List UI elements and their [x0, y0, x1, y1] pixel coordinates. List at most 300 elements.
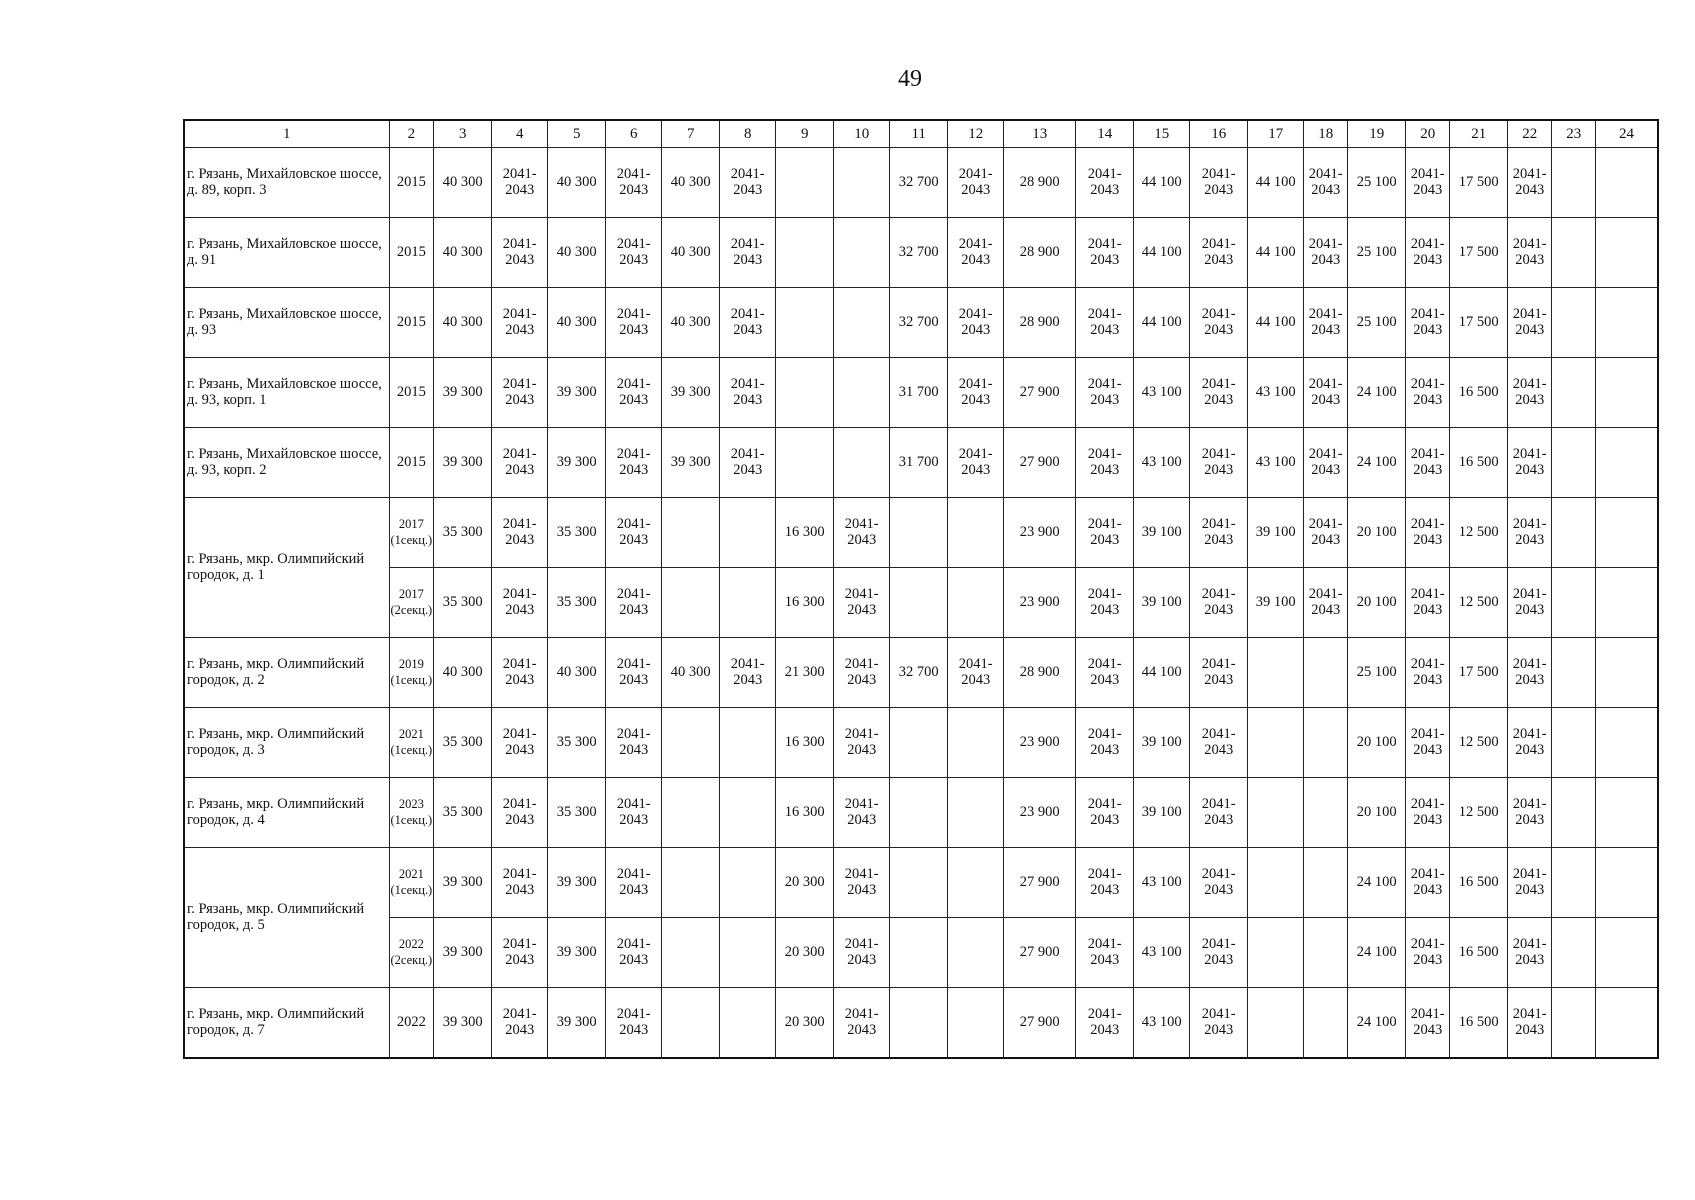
year-cell: 2023 (1секц.): [389, 778, 434, 848]
value-cell: [1596, 218, 1658, 288]
value-cell: 2041-2043: [492, 358, 548, 428]
value-cell: [1304, 708, 1348, 778]
value-cell: [948, 498, 1004, 568]
value-cell: 2041-2043: [1406, 148, 1450, 218]
value-cell: 2041-2043: [1508, 918, 1552, 988]
value-cell: [834, 358, 890, 428]
value-cell: 2041-2043: [1406, 988, 1450, 1059]
value-cell: 32 700: [890, 218, 948, 288]
table-row: [184, 498, 1658, 568]
value-cell: 2041-2043: [1076, 638, 1134, 708]
value-cell: [776, 218, 834, 288]
table-row: [184, 708, 1658, 778]
value-cell: [834, 148, 890, 218]
value-cell: 16 500: [1450, 358, 1508, 428]
value-cell: [890, 848, 948, 918]
column-header: 16: [1190, 120, 1248, 148]
value-cell: 25 100: [1348, 638, 1406, 708]
value-cell: 24 100: [1348, 988, 1406, 1059]
value-cell: [1552, 498, 1596, 568]
value-cell: 2041-2043: [1406, 848, 1450, 918]
value-cell: 23 900: [1004, 778, 1076, 848]
value-cell: 2041-2043: [1190, 148, 1248, 218]
value-cell: [720, 708, 776, 778]
year-cell: 2015: [389, 218, 434, 288]
value-cell: 2041-2043: [1076, 848, 1134, 918]
value-cell: [1596, 778, 1658, 848]
value-cell: [776, 148, 834, 218]
value-cell: 2041-2043: [1076, 218, 1134, 288]
value-cell: 35 300: [548, 708, 606, 778]
year-cell: 2022: [389, 988, 434, 1059]
value-cell: 20 100: [1348, 708, 1406, 778]
value-cell: 20 300: [776, 918, 834, 988]
value-cell: 2041-2043: [948, 288, 1004, 358]
address-cell: г. Рязань, мкр. Олимпийский городок, д. 5: [184, 848, 389, 988]
value-cell: [948, 778, 1004, 848]
address-cell: г. Рязань, Михайловское шоссе, д. 89, корп. 3: [184, 148, 389, 218]
value-cell: 39 300: [662, 358, 720, 428]
column-header: 18: [1304, 120, 1348, 148]
value-cell: 24 100: [1348, 358, 1406, 428]
column-header: 13: [1004, 120, 1076, 148]
value-cell: 2041-2043: [492, 568, 548, 638]
column-header: 21: [1450, 120, 1508, 148]
value-cell: 2041-2043: [492, 778, 548, 848]
table-row: [184, 568, 1658, 638]
value-cell: [662, 918, 720, 988]
value-cell: 2041-2043: [1406, 428, 1450, 498]
value-cell: 35 300: [434, 778, 492, 848]
value-cell: 2041-2043: [1076, 778, 1134, 848]
table-row: [184, 778, 1658, 848]
value-cell: [720, 848, 776, 918]
value-cell: [890, 498, 948, 568]
value-cell: 27 900: [1004, 918, 1076, 988]
value-cell: [1552, 988, 1596, 1059]
value-cell: 32 700: [890, 148, 948, 218]
value-cell: 20 300: [776, 848, 834, 918]
table-row: [184, 428, 1658, 498]
value-cell: 20 100: [1348, 568, 1406, 638]
value-cell: 2041-2043: [1190, 708, 1248, 778]
value-cell: 2041-2043: [492, 498, 548, 568]
value-cell: 35 300: [434, 568, 492, 638]
value-cell: 2041-2043: [1076, 148, 1134, 218]
value-cell: 2041-2043: [606, 708, 662, 778]
address-cell: г. Рязань, Михайловское шоссе, д. 93, корп. 1: [184, 358, 389, 428]
value-cell: 16 300: [776, 568, 834, 638]
column-header: 8: [720, 120, 776, 148]
address-cell: г. Рязань, Михайловское шоссе, д. 93: [184, 288, 389, 358]
value-cell: 39 300: [548, 918, 606, 988]
value-cell: 2041-2043: [1406, 498, 1450, 568]
value-cell: 2041-2043: [1076, 988, 1134, 1059]
value-cell: 39 300: [662, 428, 720, 498]
data-table: [183, 119, 1659, 1059]
value-cell: 39 100: [1134, 568, 1190, 638]
value-cell: [1596, 148, 1658, 218]
value-cell: 2041-2043: [1304, 288, 1348, 358]
value-cell: 20 300: [776, 988, 834, 1059]
value-cell: 39 300: [548, 848, 606, 918]
year-cell: 2015: [389, 358, 434, 428]
value-cell: 2041-2043: [606, 498, 662, 568]
value-cell: 17 500: [1450, 638, 1508, 708]
column-header: 17: [1248, 120, 1304, 148]
column-header: 6: [606, 120, 662, 148]
year-cell: 2015: [389, 428, 434, 498]
value-cell: 28 900: [1004, 288, 1076, 358]
value-cell: 28 900: [1004, 218, 1076, 288]
value-cell: 2041-2043: [834, 778, 890, 848]
value-cell: [948, 918, 1004, 988]
value-cell: 2041-2043: [606, 988, 662, 1059]
table-row: [184, 288, 1658, 358]
value-cell: [1248, 708, 1304, 778]
column-header: 12: [948, 120, 1004, 148]
year-cell: 2019 (1секц.): [389, 638, 434, 708]
value-cell: [948, 988, 1004, 1059]
value-cell: [890, 568, 948, 638]
column-header: 20: [1406, 120, 1450, 148]
value-cell: 2041-2043: [492, 918, 548, 988]
value-cell: 32 700: [890, 288, 948, 358]
value-cell: 23 900: [1004, 568, 1076, 638]
value-cell: 25 100: [1348, 218, 1406, 288]
value-cell: 2041-2043: [606, 358, 662, 428]
value-cell: 39 300: [434, 848, 492, 918]
value-cell: 2041-2043: [1508, 218, 1552, 288]
value-cell: 27 900: [1004, 428, 1076, 498]
value-cell: 35 300: [548, 778, 606, 848]
value-cell: 2041-2043: [1076, 288, 1134, 358]
value-cell: 12 500: [1450, 498, 1508, 568]
value-cell: 2041-2043: [606, 148, 662, 218]
value-cell: 2041-2043: [1406, 638, 1450, 708]
table-row: [184, 848, 1658, 918]
value-cell: 23 900: [1004, 708, 1076, 778]
column-header: 23: [1552, 120, 1596, 148]
value-cell: 2041-2043: [1508, 638, 1552, 708]
value-cell: 21 300: [776, 638, 834, 708]
table-row: [184, 638, 1658, 708]
value-cell: 2041-2043: [1076, 918, 1134, 988]
value-cell: 2041-2043: [1406, 358, 1450, 428]
column-header: 2: [389, 120, 434, 148]
value-cell: 2041-2043: [948, 638, 1004, 708]
value-cell: [1596, 568, 1658, 638]
value-cell: 28 900: [1004, 148, 1076, 218]
value-cell: [890, 708, 948, 778]
value-cell: 2041-2043: [1190, 288, 1248, 358]
value-cell: 40 300: [548, 148, 606, 218]
value-cell: 2041-2043: [1190, 848, 1248, 918]
value-cell: [1304, 988, 1348, 1059]
value-cell: 39 100: [1248, 498, 1304, 568]
value-cell: 40 300: [662, 148, 720, 218]
year-cell: 2017 (1секц.): [389, 498, 434, 568]
value-cell: 2041-2043: [834, 988, 890, 1059]
value-cell: 44 100: [1134, 148, 1190, 218]
value-cell: 25 100: [1348, 288, 1406, 358]
value-cell: 2041-2043: [492, 428, 548, 498]
value-cell: 43 100: [1248, 358, 1304, 428]
value-cell: [948, 708, 1004, 778]
value-cell: [1596, 918, 1658, 988]
value-cell: 2041-2043: [1076, 708, 1134, 778]
value-cell: 2041-2043: [720, 428, 776, 498]
value-cell: 35 300: [548, 568, 606, 638]
year-cell: 2015: [389, 288, 434, 358]
value-cell: 2041-2043: [492, 848, 548, 918]
column-header: 9: [776, 120, 834, 148]
value-cell: 2041-2043: [948, 148, 1004, 218]
value-cell: 24 100: [1348, 428, 1406, 498]
year-cell: 2021 (1секц.): [389, 848, 434, 918]
value-cell: 2041-2043: [1190, 638, 1248, 708]
column-header: 19: [1348, 120, 1406, 148]
value-cell: 2041-2043: [1508, 428, 1552, 498]
address-cell: г. Рязань, мкр. Олимпийский городок, д. 4: [184, 778, 389, 848]
value-cell: 2041-2043: [1190, 218, 1248, 288]
value-cell: 2041-2043: [1406, 778, 1450, 848]
value-cell: 44 100: [1134, 218, 1190, 288]
value-cell: 32 700: [890, 638, 948, 708]
value-cell: 39 100: [1134, 498, 1190, 568]
value-cell: [1552, 848, 1596, 918]
column-header: 3: [434, 120, 492, 148]
value-cell: 27 900: [1004, 988, 1076, 1059]
value-cell: [1596, 358, 1658, 428]
value-cell: 2041-2043: [606, 288, 662, 358]
value-cell: [1596, 428, 1658, 498]
value-cell: 17 500: [1450, 218, 1508, 288]
table-row: [184, 218, 1658, 288]
value-cell: 2041-2043: [720, 288, 776, 358]
value-cell: [1596, 288, 1658, 358]
table-row: [184, 918, 1658, 988]
value-cell: [1596, 638, 1658, 708]
value-cell: 43 100: [1134, 848, 1190, 918]
value-cell: [1552, 218, 1596, 288]
value-cell: 2041-2043: [1190, 568, 1248, 638]
value-cell: 2041-2043: [1076, 428, 1134, 498]
value-cell: 2041-2043: [720, 218, 776, 288]
column-header: 4: [492, 120, 548, 148]
value-cell: 20 100: [1348, 498, 1406, 568]
value-cell: [1552, 148, 1596, 218]
value-cell: 2041-2043: [834, 918, 890, 988]
value-cell: [776, 288, 834, 358]
value-cell: 27 900: [1004, 358, 1076, 428]
value-cell: 2041-2043: [1190, 988, 1248, 1059]
value-cell: 2041-2043: [492, 988, 548, 1059]
value-cell: 2041-2043: [1076, 568, 1134, 638]
value-cell: 16 500: [1450, 918, 1508, 988]
value-cell: 2041-2043: [1076, 498, 1134, 568]
value-cell: 43 100: [1248, 428, 1304, 498]
value-cell: 2041-2043: [834, 708, 890, 778]
value-cell: 44 100: [1248, 148, 1304, 218]
value-cell: 2041-2043: [492, 288, 548, 358]
value-cell: 39 100: [1248, 568, 1304, 638]
value-cell: 2041-2043: [834, 498, 890, 568]
value-cell: [1304, 918, 1348, 988]
value-cell: 40 300: [434, 638, 492, 708]
value-cell: 2041-2043: [1508, 288, 1552, 358]
value-cell: [662, 848, 720, 918]
value-cell: 24 100: [1348, 918, 1406, 988]
value-cell: [1596, 708, 1658, 778]
value-cell: 2041-2043: [606, 428, 662, 498]
value-cell: 2041-2043: [1508, 708, 1552, 778]
value-cell: [662, 498, 720, 568]
value-cell: 43 100: [1134, 988, 1190, 1059]
value-cell: 2041-2043: [1508, 568, 1552, 638]
value-cell: [1596, 988, 1658, 1059]
value-cell: 40 300: [548, 288, 606, 358]
value-cell: 39 300: [434, 918, 492, 988]
column-header: 15: [1134, 120, 1190, 148]
value-cell: [1248, 778, 1304, 848]
value-cell: 2041-2043: [834, 848, 890, 918]
value-cell: 43 100: [1134, 358, 1190, 428]
value-cell: 16 500: [1450, 988, 1508, 1059]
value-cell: [720, 988, 776, 1059]
column-header: 10: [834, 120, 890, 148]
value-cell: 40 300: [434, 288, 492, 358]
value-cell: 40 300: [434, 148, 492, 218]
column-header: 14: [1076, 120, 1134, 148]
value-cell: 2041-2043: [1406, 708, 1450, 778]
value-cell: [1552, 568, 1596, 638]
value-cell: 25 100: [1348, 148, 1406, 218]
value-cell: 40 300: [548, 638, 606, 708]
value-cell: [662, 568, 720, 638]
value-cell: 43 100: [1134, 918, 1190, 988]
value-cell: [1552, 918, 1596, 988]
value-cell: 2041-2043: [720, 638, 776, 708]
value-cell: 2041-2043: [720, 358, 776, 428]
column-header: 24: [1596, 120, 1658, 148]
value-cell: 2041-2043: [606, 638, 662, 708]
value-cell: 2041-2043: [1190, 358, 1248, 428]
value-cell: 39 300: [548, 358, 606, 428]
value-cell: 2041-2043: [606, 218, 662, 288]
value-cell: 2041-2043: [492, 708, 548, 778]
header-row: [184, 120, 1658, 148]
value-cell: 44 100: [1134, 638, 1190, 708]
value-cell: 2041-2043: [1304, 498, 1348, 568]
value-cell: 39 300: [434, 358, 492, 428]
value-cell: [1552, 428, 1596, 498]
value-cell: 2041-2043: [1190, 428, 1248, 498]
value-cell: 2041-2043: [492, 148, 548, 218]
value-cell: [1248, 918, 1304, 988]
value-cell: [1596, 848, 1658, 918]
column-header: 5: [548, 120, 606, 148]
value-cell: 2041-2043: [1304, 428, 1348, 498]
value-cell: 43 100: [1134, 428, 1190, 498]
value-cell: 39 300: [434, 428, 492, 498]
value-cell: 39 100: [1134, 708, 1190, 778]
value-cell: [776, 428, 834, 498]
value-cell: 2041-2043: [606, 848, 662, 918]
value-cell: 17 500: [1450, 148, 1508, 218]
value-cell: [1248, 638, 1304, 708]
value-cell: 16 300: [776, 708, 834, 778]
value-cell: 40 300: [662, 638, 720, 708]
value-cell: [720, 568, 776, 638]
column-header: 1: [184, 120, 389, 148]
year-cell: 2022 (2секц.): [389, 918, 434, 988]
value-cell: 2041-2043: [1508, 778, 1552, 848]
value-cell: 12 500: [1450, 778, 1508, 848]
value-cell: [834, 428, 890, 498]
value-cell: 28 900: [1004, 638, 1076, 708]
address-cell: г. Рязань, Михайловское шоссе, д. 93, корп. 2: [184, 428, 389, 498]
value-cell: [662, 708, 720, 778]
value-cell: [834, 218, 890, 288]
value-cell: 35 300: [548, 498, 606, 568]
value-cell: 35 300: [434, 498, 492, 568]
data-table-container: [183, 119, 1659, 1059]
value-cell: 24 100: [1348, 848, 1406, 918]
value-cell: 2041-2043: [1076, 358, 1134, 428]
value-cell: 2041-2043: [1406, 918, 1450, 988]
value-cell: 16 300: [776, 498, 834, 568]
value-cell: 2041-2043: [1190, 778, 1248, 848]
address-cell: г. Рязань, мкр. Олимпийский городок, д. 2: [184, 638, 389, 708]
value-cell: [1304, 638, 1348, 708]
value-cell: 2041-2043: [834, 568, 890, 638]
value-cell: 44 100: [1134, 288, 1190, 358]
value-cell: 2041-2043: [1304, 568, 1348, 638]
value-cell: 2041-2043: [606, 778, 662, 848]
value-cell: [1552, 638, 1596, 708]
address-cell: г. Рязань, мкр. Олимпийский городок, д. 1: [184, 498, 389, 638]
value-cell: [662, 988, 720, 1059]
value-cell: 2041-2043: [948, 358, 1004, 428]
table-row: [184, 358, 1658, 428]
value-cell: 2041-2043: [1190, 498, 1248, 568]
value-cell: 17 500: [1450, 288, 1508, 358]
value-cell: 31 700: [890, 428, 948, 498]
value-cell: 2041-2043: [1508, 358, 1552, 428]
value-cell: 40 300: [662, 218, 720, 288]
column-header: 7: [662, 120, 720, 148]
value-cell: 40 300: [548, 218, 606, 288]
value-cell: 16 500: [1450, 848, 1508, 918]
table-row: [184, 148, 1658, 218]
value-cell: 2041-2043: [492, 638, 548, 708]
value-cell: 16 300: [776, 778, 834, 848]
value-cell: 20 100: [1348, 778, 1406, 848]
value-cell: 2041-2043: [1406, 218, 1450, 288]
value-cell: 2041-2043: [1304, 218, 1348, 288]
value-cell: [1304, 848, 1348, 918]
address-cell: г. Рязань, Михайловское шоссе, д. 91: [184, 218, 389, 288]
value-cell: 2041-2043: [1508, 848, 1552, 918]
table-row: [184, 988, 1658, 1059]
value-cell: 2041-2043: [948, 428, 1004, 498]
value-cell: [1552, 708, 1596, 778]
value-cell: 12 500: [1450, 568, 1508, 638]
value-cell: 2041-2043: [1406, 568, 1450, 638]
value-cell: 2041-2043: [1304, 148, 1348, 218]
column-header: 22: [1508, 120, 1552, 148]
